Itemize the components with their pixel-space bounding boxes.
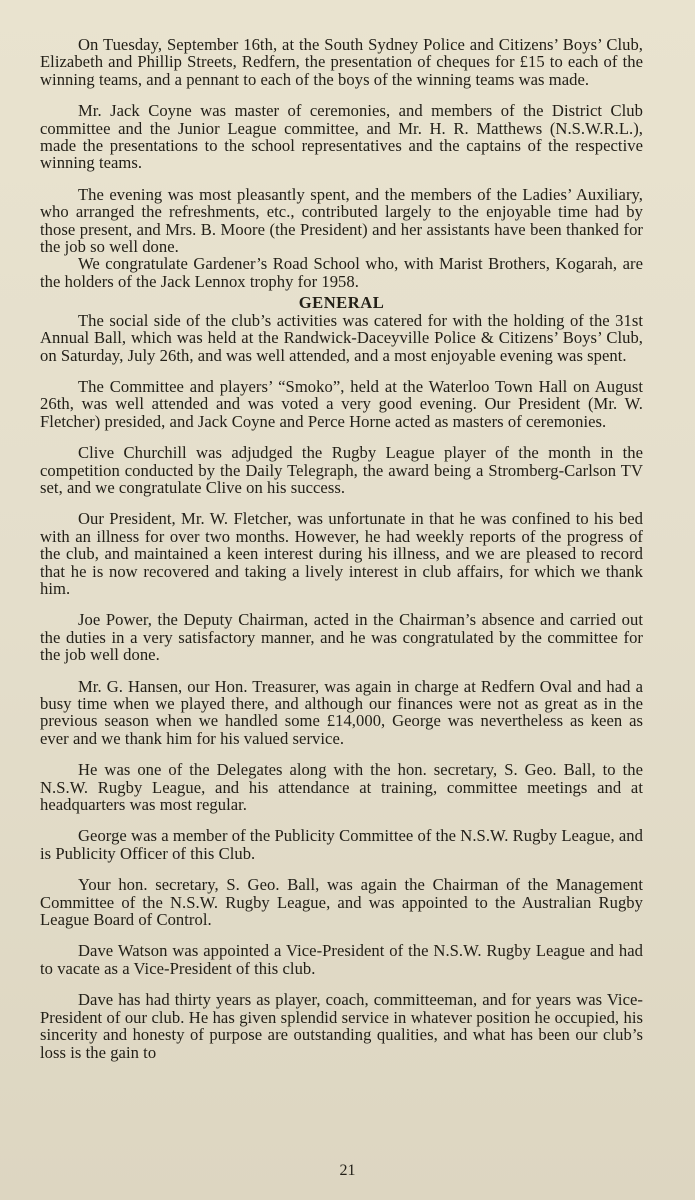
section-heading-general: GENERAL <box>298 293 385 313</box>
paragraph-presentation: On Tuesday, September 16th, at the South Sydney Police and Citizens’ Boys’ Club, Elizabeth and Phillip Streets, Redfern, the presentation of cheques for £15 to each of the winning teams, and a pennant to each of the boys of the winning teams was made. <box>40 35 643 89</box>
paragraph-clive-churchill: Clive Churchill was adjudged the Rugby League player of the month in the competition conducted by the Daily Telegraph, the award being a Stromberg-Carlson TV set, and we congratulate Clive on his success. <box>40 443 643 497</box>
paragraph-jack-lennox-trophy: We congratulate Gardener’s Road School who, with Marist Brothers, Kogarah, are the holders of the Jack Lennox trophy for 1958. <box>40 254 643 291</box>
paragraph-delegates: He was one of the Delegates along with the hon. secretary, S. Geo. Ball, to the N.S.W. Rugby League, and his attendance at training, committee meetings and at headquarters was most regular. <box>40 760 643 815</box>
page-number: 21 <box>339 1162 356 1179</box>
paragraph-publicity: George was a member of the Publicity Committee of the N.S.W. Rugby League, and is Publicity Officer of this Club. <box>40 826 643 863</box>
paragraph-hon-secretary: Your hon. secretary, S. Geo. Ball, was again the Chairman of the Management Committee of the N.S.W. Rugby League, and was appointed to the Australian Rugby League Board of Control. <box>40 875 643 930</box>
paragraph-smoko: The Committee and players’ “Smoko”, held at the Waterloo Town Hall on August 26th, was well attended and was voted a very good evening. Our President (Mr. W. Fletcher) presided, and Jack Coyne and Perce Horne acted as masters of ceremonies. <box>40 376 643 431</box>
paragraph-ceremonies: Mr. Jack Coyne was master of ceremonies, and members of the District Club committee and the Junior League committee, and Mr. H. R. Matthews (N.S.W.R.L.), made the presentations to the school representatives and the captains of the respective winning teams. <box>40 101 643 173</box>
paragraph-dave-watson: Dave Watson was appointed a Vice-President of the N.S.W. Rugby League and had to vacate as a Vice-President of this club. <box>40 941 643 978</box>
paragraph-deputy-chairman: Joe Power, the Deputy Chairman, acted in the Chairman’s absence and carried out the duties in a very satisfactory manner, and he was congratulated by the committee for the job well done. <box>40 610 643 665</box>
paragraph-ladies-auxiliary: The evening was most pleasantly spent, and the members of the Ladies’ Auxiliary, who arranged the refreshments, etc., contributed largely to the enjoyable time had by those present, and Mrs. B. Moore (the President) and her assistants have been thanked for the job so well done. <box>40 184 643 257</box>
paragraph-treasurer: Mr. G. Hansen, our Hon. Treasurer, was again in charge at Redfern Oval and had a busy time when we played there, and although our finances were not as great as in the previous season when we handled some £14,000, George was nevertheless as keen as ever and we thank him for his valued service. <box>40 676 643 748</box>
paragraph-dave-service: Dave has had thirty years as player, coach, committeeman, and for years was Vice-President of our club. He has given splendid service in whatever position he occupied, his sincerity and honesty of purpose are outstanding qualities, and what has been our club’s loss is the gain to <box>40 990 643 1062</box>
paragraph-president-illness: Our President, Mr. W. Fletcher, was unfortunate in that he was confined to his bed with an illness for over two months. However, he had weekly reports of the progress of the club, and maintained a keen interest during his illness, and we are pleased to record that he is now recovered and taking a lively interest in club affairs, for which we thank him. <box>40 509 643 598</box>
paragraph-annual-ball: The social side of the club’s activities was catered for with the holding of the 31st Annual Ball, which was held at the Randwick-Daceyville Police & Citizens’ Boys’ Club, on Saturday, July 26th, and was well attended, and a most enjoyable evening was spent. <box>40 310 643 365</box>
